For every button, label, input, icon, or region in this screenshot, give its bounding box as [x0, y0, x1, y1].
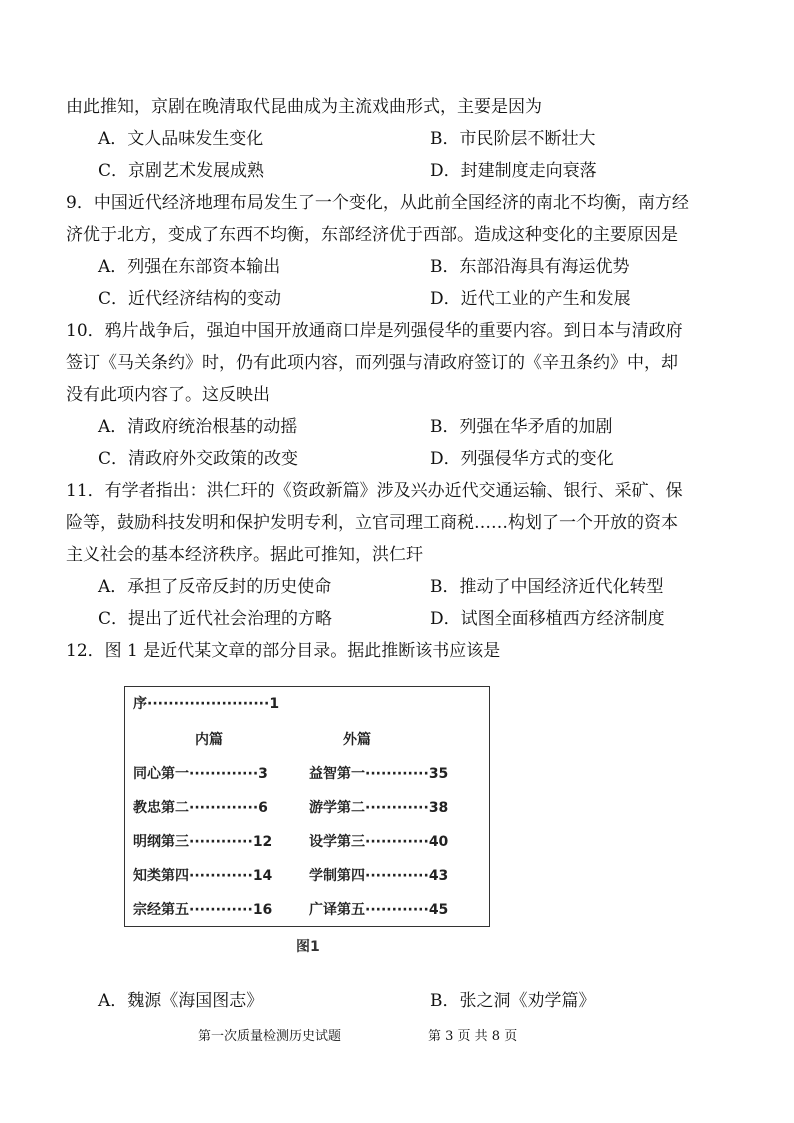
- toc-outer-entry: 广译第五············45: [309, 902, 449, 918]
- figure-caption: 图1: [296, 939, 320, 955]
- q10-option-c: C．清政府外交政策的改变: [98, 449, 299, 469]
- toc-outer-entry: 益智第一············35: [309, 766, 449, 782]
- q8-option-a: A．文人品味发生变化: [98, 129, 264, 149]
- question-11-stem-line3: 主义社会的基本经济秩序。据此可推知，洪仁玕: [66, 545, 423, 565]
- question-9-stem-line1: 9．中国近代经济地理布局发生了一个变化，从此前全国经济的南北不均衡，南方经: [66, 193, 689, 213]
- toc-inner-entry: 同心第一·············3: [133, 766, 268, 782]
- question-9-stem-line2: 济优于北方，变成了东西不均衡，东部经济优于西部。造成这种变化的主要原因是: [66, 225, 678, 245]
- question-8-stem-tail: 由此推知，京剧在晚清取代昆曲成为主流戏曲形式，主要是因为: [66, 97, 542, 117]
- toc-outer-entry: 游学第二············38: [309, 800, 449, 816]
- q12-option-b: B．张之洞《劝学篇》: [430, 991, 596, 1011]
- q11-option-d: D．试图全面移植西方经济制度: [430, 609, 665, 629]
- q8-option-b: B．市民阶层不断壮大: [430, 129, 596, 149]
- question-12-stem: 12．图 1 是近代某文章的部分目录。据此推断该书应该是: [66, 641, 501, 661]
- q9-option-b: B．东部沿海具有海运优势: [430, 257, 630, 277]
- toc-inner-entry: 宗经第五············16: [133, 902, 273, 918]
- question-10-stem-line1: 10．鸦片战争后，强迫中国开放通商口岸是列强侵华的重要内容。到日本与清政府: [66, 321, 683, 341]
- q10-option-a: A．清政府统治根基的动摇: [98, 417, 298, 437]
- toc-outer-entry: 设学第三············40: [309, 834, 449, 850]
- q11-option-c: C．提出了近代社会治理的方略: [98, 609, 333, 629]
- q9-option-a: A．列强在东部资本输出: [98, 257, 281, 277]
- footer-exam-title: 第一次质量检测历史试题: [198, 1029, 342, 1044]
- q12-option-a: A．魏源《海国图志》: [98, 991, 264, 1011]
- q11-option-b: B．推动了中国经济近代化转型: [430, 577, 664, 597]
- toc-preface: 序·······················1: [133, 696, 280, 712]
- q10-option-d: D．列强侵华方式的变化: [430, 449, 614, 469]
- question-11-stem-line1: 11．有学者指出：洪仁玕的《资政新篇》涉及兴办近代交通运输、银行、采矿、保: [66, 481, 683, 501]
- footer-page-number: 第 3 页 共 8 页: [428, 1029, 518, 1044]
- toc-inner-heading: 内篇: [195, 732, 223, 748]
- toc-outer-heading: 外篇: [343, 732, 371, 748]
- question-10-stem-line2: 签订《马关条约》时，仍有此项内容，而列强与清政府签订的《辛丑条约》中，却: [66, 353, 678, 373]
- q8-option-d: D．封建制度走向衰落: [430, 161, 597, 181]
- q11-option-a: A．承担了反帝反封的历史使命: [98, 577, 332, 597]
- toc-inner-entry: 教忠第二·············6: [133, 800, 268, 816]
- toc-outer-entry: 学制第四············43: [309, 868, 449, 884]
- question-10-stem-line3: 没有此项内容了。这反映出: [66, 385, 270, 405]
- q9-option-c: C．近代经济结构的变动: [98, 289, 282, 309]
- question-11-stem-line2: 险等，鼓励科技发明和保护发明专利，立官司理工商税……构划了一个开放的资本: [66, 513, 678, 533]
- q8-option-c: C．京剧艺术发展成熟: [98, 161, 265, 181]
- q9-option-d: D．近代工业的产生和发展: [430, 289, 631, 309]
- table-of-contents-figure: [124, 686, 490, 927]
- toc-inner-entry: 明纲第三············12: [133, 834, 273, 850]
- toc-inner-entry: 知类第四············14: [133, 868, 273, 884]
- q10-option-b: B．列强在华矛盾的加剧: [430, 417, 613, 437]
